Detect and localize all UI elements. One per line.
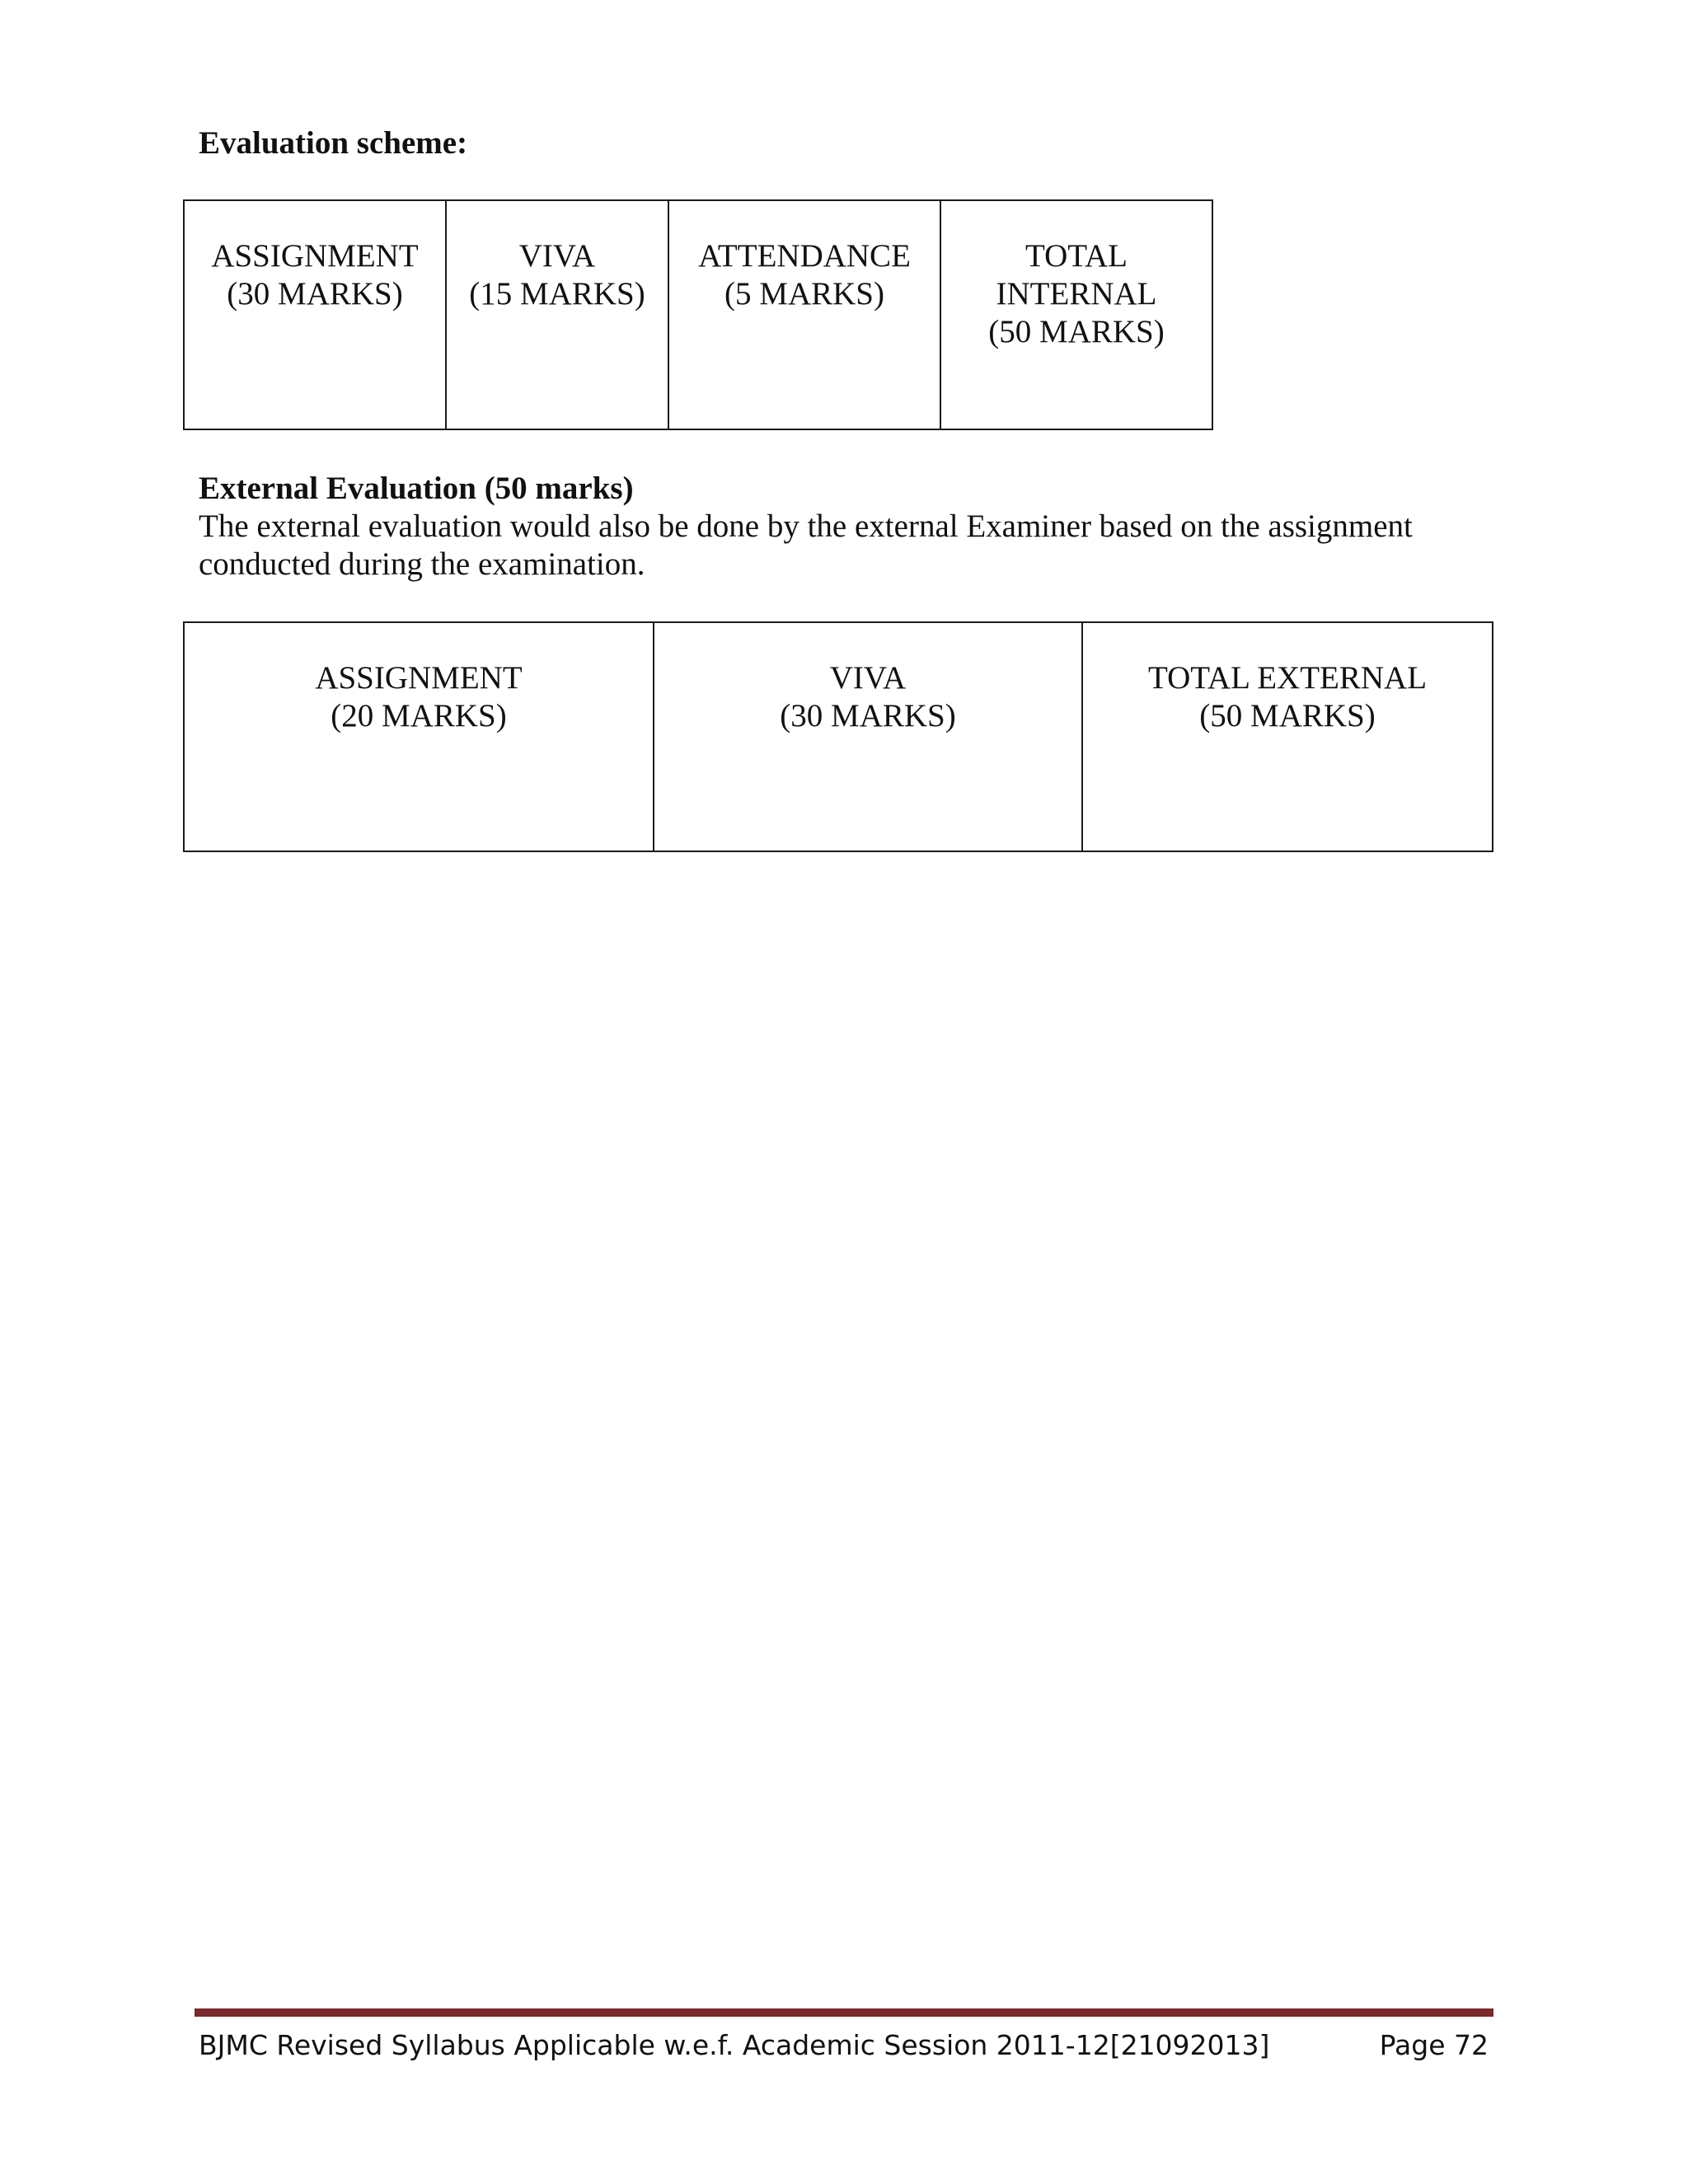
external-cell-total [1082, 622, 1493, 851]
footer-rule [195, 2008, 1493, 2017]
cell-line: (5 MARKS) [724, 276, 884, 312]
cell-line: (20 MARKS) [331, 698, 507, 733]
table-row [184, 622, 1493, 851]
evaluation-scheme-heading: Evaluation scheme: [199, 125, 468, 161]
external-evaluation-heading: External Evaluation (50 marks) [199, 471, 634, 506]
cell-line: VIVA [829, 660, 907, 696]
internal-cell-viva [446, 200, 668, 429]
cell-line: VIVA [518, 238, 596, 274]
external-cell-viva [654, 622, 1082, 851]
external-cell-assignment [184, 622, 654, 851]
cell-line: (50 MARKS) [1199, 698, 1376, 733]
external-evaluation-table [183, 621, 1493, 852]
external-evaluation-paragraph: The external evaluation would also be done by the external Examiner based on the assignment conducted during the examination. [199, 509, 1413, 582]
footer-text: BJMC Revised Syllabus Applicable w.e.f. Academic Session 2011-12[21092013] [199, 2029, 1270, 2061]
cell-line: TOTAL [1025, 238, 1128, 274]
cell-line: ATTENDANCE [698, 238, 911, 274]
internal-cell-total [940, 200, 1212, 429]
cell-line: TOTAL EXTERNAL [1147, 660, 1428, 696]
internal-evaluation-table [183, 199, 1213, 430]
cell-line: ASSIGNMENT [211, 238, 419, 274]
cell-line: ASSIGNMENT [315, 660, 523, 696]
cell-line: INTERNAL [996, 276, 1157, 312]
page-number: Page 72 [1379, 2029, 1489, 2061]
internal-cell-assignment [184, 200, 446, 429]
table-row [184, 200, 1212, 429]
cell-line: (15 MARKS) [469, 276, 645, 312]
internal-cell-attendance [668, 200, 940, 429]
cell-line: (30 MARKS) [227, 276, 403, 312]
cell-line: (30 MARKS) [780, 698, 956, 733]
cell-line: (50 MARKS) [988, 314, 1165, 349]
